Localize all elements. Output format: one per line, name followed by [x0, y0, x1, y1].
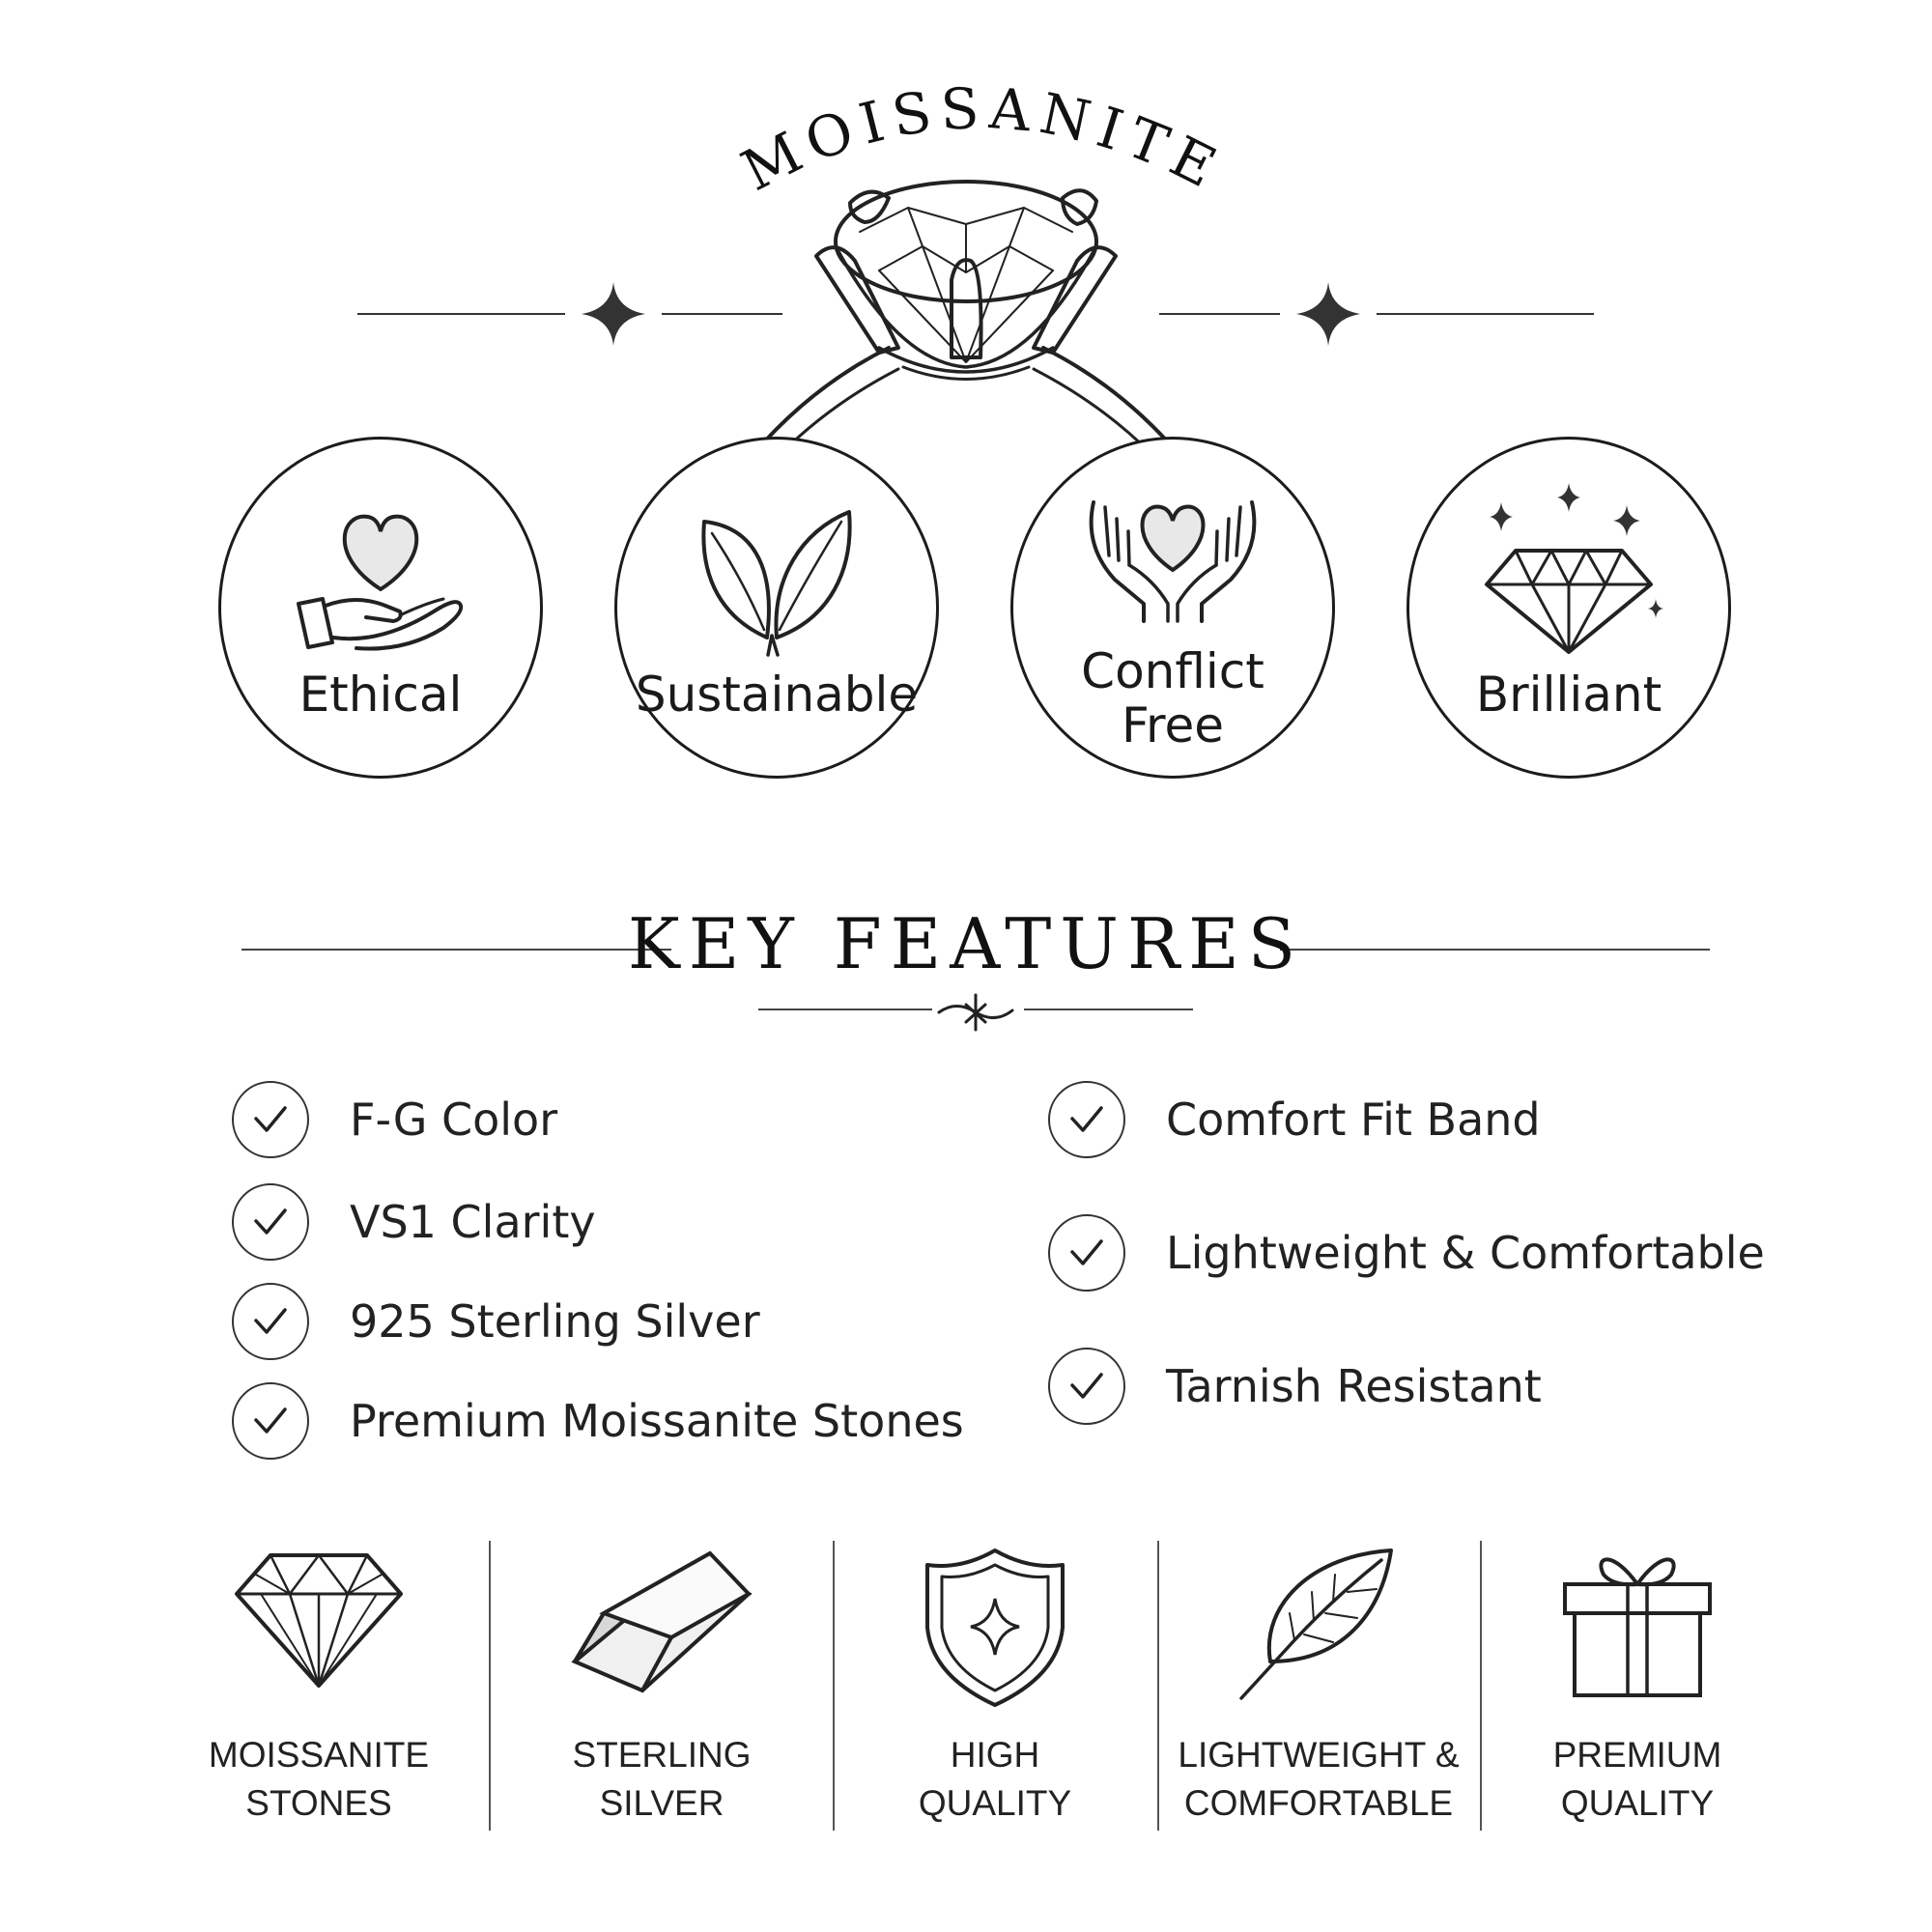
feature-label: F-G Color [350, 1094, 558, 1146]
column-divider [489, 1541, 491, 1831]
sparkle-divider-left [357, 280, 782, 348]
bottom-label: LIGHTWEIGHT & COMFORTABLE [1178, 1735, 1460, 1823]
diamond-icon [232, 1546, 406, 1690]
gift-box-icon [1560, 1546, 1715, 1700]
feature-item [232, 1379, 964, 1463]
shield-star-icon [923, 1546, 1067, 1710]
feature-item [232, 1078, 557, 1161]
check-icon [232, 1081, 309, 1158]
bottom-item-lightweight [1174, 1536, 1463, 1845]
column-divider [1157, 1541, 1159, 1831]
check-icon [1048, 1214, 1125, 1292]
page-title: MOISSANITE [731, 74, 1235, 205]
feature-label: Comfort Fit Band [1166, 1094, 1541, 1146]
column-divider [833, 1541, 835, 1831]
bottom-label: MOISSANITE STONES [208, 1735, 430, 1823]
feature-item [1048, 1345, 1542, 1428]
key-features-title: KEY FEATURES [627, 903, 1305, 984]
badge-label: Ethical [298, 667, 463, 723]
bottom-label: PREMIUM QUALITY [1552, 1735, 1722, 1823]
ring-illustration [734, 164, 1198, 454]
badge-conflict-free [1010, 437, 1335, 779]
sparkle-divider-right [1159, 280, 1594, 348]
feature-item [1048, 1211, 1765, 1294]
column-divider [1480, 1541, 1482, 1831]
bottom-item-moissanite-stones [174, 1536, 464, 1845]
feature-item [232, 1180, 596, 1264]
check-icon [1048, 1081, 1125, 1158]
check-icon [232, 1283, 309, 1360]
feature-label: Lightweight & Comfortable [1166, 1227, 1765, 1279]
feather-icon [1236, 1546, 1401, 1700]
badge-ethical [218, 437, 543, 779]
feature-label: 925 Sterling Silver [350, 1295, 760, 1348]
bottom-item-high-quality [850, 1536, 1140, 1845]
feature-label: VS1 Clarity [350, 1196, 596, 1248]
badge-brilliant [1406, 437, 1731, 779]
feature-item [1048, 1078, 1541, 1161]
sparkling-diamond-icon [1472, 478, 1665, 662]
hands-holding-heart-icon [1076, 497, 1269, 623]
badge-label: Sustainable [635, 667, 919, 723]
bottom-item-sterling-silver [517, 1536, 807, 1845]
check-icon [232, 1183, 309, 1261]
bottom-label: STERLING SILVER [572, 1735, 752, 1823]
badge-sustainable [614, 437, 939, 779]
leaves-icon [695, 502, 859, 657]
check-icon [232, 1382, 309, 1460]
badge-label: Conflict Free [1081, 643, 1264, 753]
check-icon [1048, 1348, 1125, 1425]
feature-item [232, 1280, 760, 1363]
heart-in-hand-icon [289, 497, 472, 652]
feature-label: Tarnish Resistant [1166, 1360, 1542, 1412]
badge-label: Brilliant [1475, 667, 1662, 723]
bottom-item-premium-quality [1492, 1536, 1782, 1845]
bottom-label: HIGH QUALITY [918, 1735, 1072, 1823]
silver-bar-icon [565, 1546, 758, 1700]
feature-label: Premium Moissanite Stones [350, 1395, 964, 1447]
